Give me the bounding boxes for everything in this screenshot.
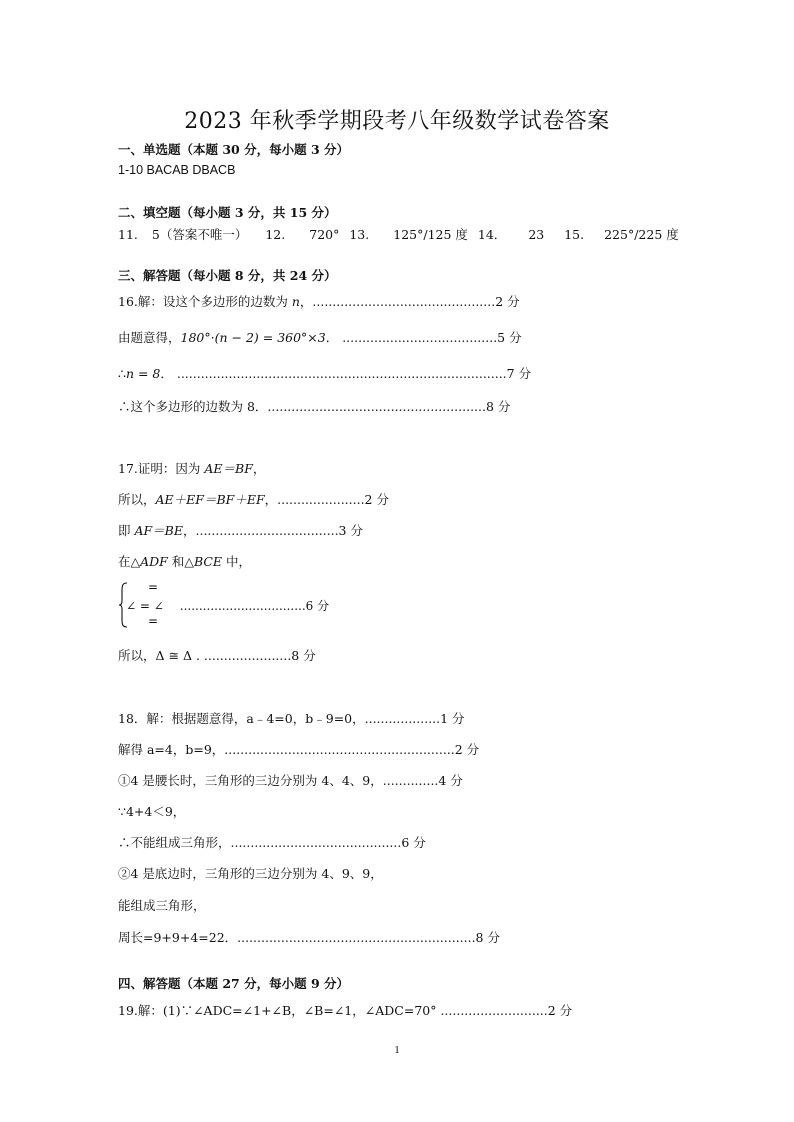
q16-equation: 180°·(n − 2) = 360°×3 <box>180 330 326 345</box>
q16-line-1-text: 16.解：设这个多边形的边数为 <box>118 294 292 309</box>
q18-line-2: 解得 a=4，b=9，..........................................................2 分 <box>118 742 480 757</box>
q16-result: n = 8 <box>125 366 161 381</box>
q17-triangle-adf: ADF <box>140 554 168 569</box>
q17-sum-equation: AE＋EF＝BF＋EF <box>155 492 265 507</box>
q16-line-3-score: ． ...................................................................................7 分 <box>160 366 532 381</box>
q19-line-1: 19.解：(1)∵∠ADC=∠1+∠B，∠B=∠1，∠ADC=70° ...........................2 分 <box>118 1003 573 1018</box>
q16-line-2 <box>118 328 522 346</box>
q16-therefore-symbol: ∴ <box>118 366 126 381</box>
q17-line-2-score: ，......................2 分 <box>264 492 389 507</box>
q12-number: 12. <box>265 227 286 242</box>
q18-line-5: ∴不能组成三角形，...........................................6 分 <box>118 835 426 850</box>
q17-line-4-tail: 中， <box>222 554 252 569</box>
q18-line-1: 18．解：根据题意得，a﹣4=0，b﹣9=0，...................1 分 <box>118 711 465 726</box>
q17-line-1 <box>118 459 265 477</box>
q17-line-1-text: 17.证明：因为 <box>118 461 205 476</box>
q18-line-7: 能组成三角形， <box>118 898 206 913</box>
section-2-answers-row <box>118 225 679 243</box>
section-3-heading: 三、解答题（每小题 8 分，共 24 分） <box>118 268 337 283</box>
q13-number: 13. <box>349 227 370 242</box>
q18-line-6: ②4 是底边时，三角形的三边分别为 4、9、9， <box>118 866 383 881</box>
q16-var-n: n <box>291 294 300 309</box>
q17-condition-2 <box>126 597 329 614</box>
q17-line-6: 所以，Δ ≅ Δ . ......................8 分 <box>118 648 316 663</box>
q12-answer: 720° <box>309 227 340 242</box>
q17-line-4 <box>118 552 251 570</box>
section-4-heading: 四、解答题（本题 27 分，每小题 9 分） <box>118 976 350 991</box>
q16-line-2-text: 由题意得， <box>118 330 181 345</box>
document-title: 2023 年秋季学期段考八年级数学试卷答案 <box>184 109 610 134</box>
q14-number: 14． <box>477 227 507 242</box>
q13-answer: 125°/125 度 <box>393 227 468 242</box>
q18-line-8: 周长=9+9+4=22．............................................................8 分 <box>118 930 500 945</box>
q14-answer: 23 <box>528 227 545 242</box>
section-1-answers: 1-10 BACAB DBACB <box>118 163 236 177</box>
q17-line-3 <box>118 521 363 539</box>
q15-number: 15. <box>564 227 585 242</box>
section-2-heading: 二、填空题（每小题 3 分，共 15 分） <box>118 205 337 220</box>
q17-line-2-text: 所以， <box>118 492 156 507</box>
q18-line-4: ∵4+4＜9， <box>118 804 186 819</box>
q17-condition-1: = <box>148 580 159 594</box>
q17-system-of-conditions <box>118 582 378 630</box>
q17-given: AE＝BF <box>204 461 253 476</box>
q17-line-4-mid: 和△ <box>167 554 194 569</box>
q16-line-2-score: ． .......................................5 分 <box>325 330 522 345</box>
q17-condition-score: .................................6 分 <box>179 599 330 613</box>
section-1-heading: 一、单选题（本题 30 分，每小题 3 分） <box>118 142 350 157</box>
q17-line-4-text: 在△ <box>118 554 141 569</box>
q17-af-be: AF＝BE <box>134 523 183 538</box>
q16-line-1 <box>118 292 520 310</box>
q15-answer: 225°/225 度 <box>604 227 679 242</box>
q17-line-3-text: 即 <box>118 523 135 538</box>
q17-line-1-tail: ， <box>252 461 266 476</box>
q11-answer: 5（答案不唯一） <box>151 227 248 242</box>
q17-condition-3: = <box>148 614 159 628</box>
q17-angle-condition: ∠ = ∠ <box>126 599 164 613</box>
page-number: 1 <box>394 1044 400 1056</box>
q11-number: 11. <box>118 227 138 242</box>
q16-line-3 <box>118 364 531 382</box>
q16-line-4: ∴这个多边形的边数为 8．.......................................................8 分 <box>118 399 511 414</box>
q16-line-1-score: ，..............................................2 分 <box>299 294 520 309</box>
q17-triangle-bce: BCE <box>193 554 223 569</box>
q17-line-3-score: ，....................................3 分 <box>183 523 363 538</box>
q17-line-2 <box>118 490 389 508</box>
q18-line-3: ①4 是腰长时，三角形的三边分别为 4、4、9，..............4 分 <box>118 773 463 788</box>
